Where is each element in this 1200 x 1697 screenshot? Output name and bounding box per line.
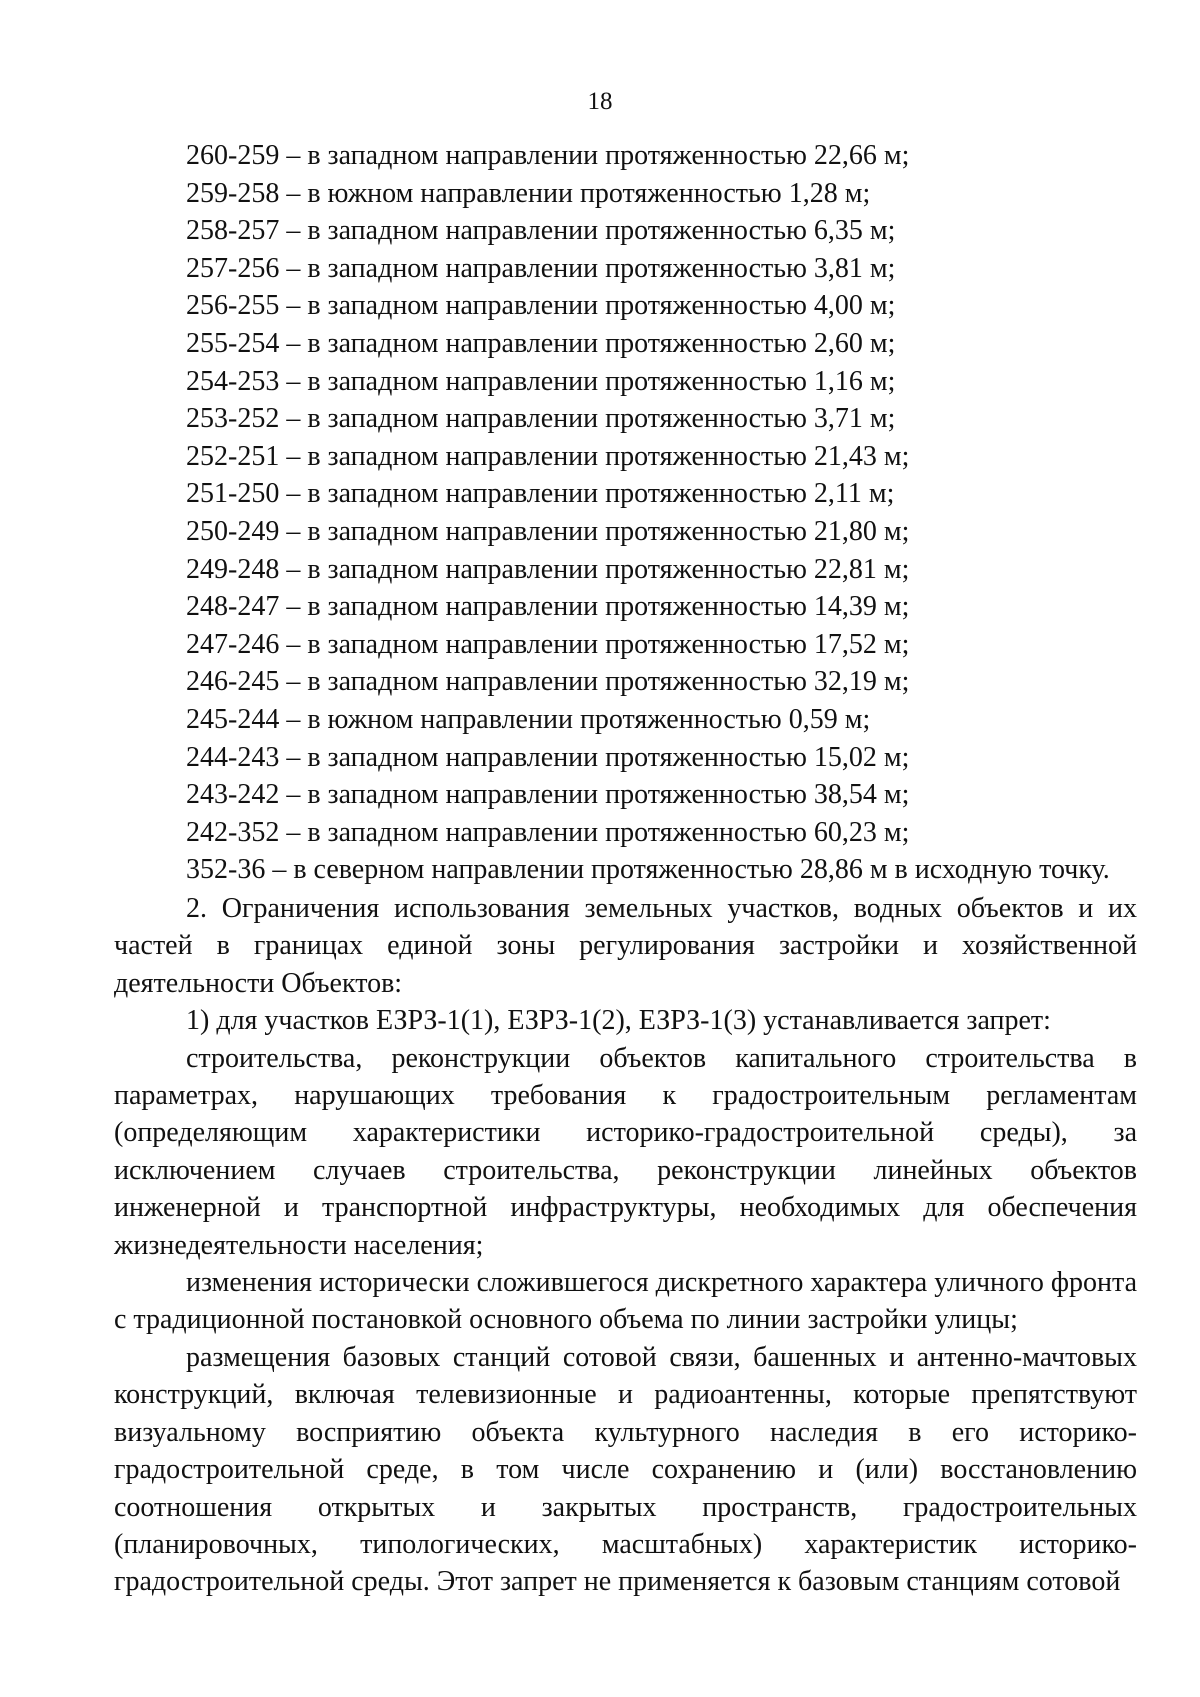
boundary-segment: 352-36 – в северном направлении протяженностью 28,86 м в исходную точку.	[186, 854, 1110, 886]
boundary-segment: 255-254 – в западном направлении протяженностью 2,60 м;	[186, 327, 896, 359]
boundary-segment: 250-249 – в западном направлении протяженностью 21,80 м;	[186, 515, 910, 547]
boundary-segment: 243-242 – в западном направлении протяженностью 38,54 м;	[186, 779, 910, 811]
boundary-segment: 249-248 – в западном направлении протяженностью 22,81 м;	[186, 553, 910, 585]
item-1-paragraph: 1) для участков ЕЗРЗ-1(1), ЕЗРЗ-1(2), ЕЗРЗ-1(3) устанавливается запрет:	[186, 1005, 1051, 1037]
body-text	[114, 890, 1137, 1601]
boundary-segment: 251-250 – в западном направлении протяженностью 2,11 м;	[186, 478, 895, 510]
boundary-segment: 259-258 – в южном направлении протяженностью 1,28 м;	[186, 177, 871, 209]
boundary-segment: 253-252 – в западном направлении протяженностью 3,71 м;	[186, 403, 896, 435]
boundary-segment: 256-255 – в западном направлении протяженностью 4,00 м;	[186, 290, 896, 322]
ban-construction-paragraph: строительства, реконструкции объектов капитального строительства в параметрах, нарушающих требования к градостроительным регламентам (определяющим характеристики историко-градостроительной среды), за исключением случаев строительства, реконструкции линейных объектов инженерной и транспортной инфраструктуры, необходимых для обеспечения жизнедеятельности населения;	[114, 1042, 1137, 1261]
boundary-segment: 257-256 – в западном направлении протяженностью 3,81 м;	[186, 252, 896, 284]
boundary-segment: 248-247 – в западном направлении протяженностью 14,39 м;	[186, 591, 910, 623]
boundary-segment: 247-246 – в западном направлении протяженностью 17,52 м;	[186, 628, 910, 660]
boundary-segment: 244-243 – в западном направлении протяженностью 15,02 м;	[186, 741, 910, 773]
boundary-segment: 254-253 – в западном направлении протяженностью 1,16 м;	[186, 365, 896, 397]
section-2-paragraph: 2. Ограничения использования земельных участков, водных объектов и их частей в границах единой зоны регулирования застройки и хозяйственной деятельности Объектов:	[114, 893, 1137, 999]
ban-base-stations-paragraph: размещения базовых станций сотовой связи, башенных и антенно-мачтовых конструкций, включая телевизионные и радиоантенны, которые препятствуют визуальному восприятию объекта культурного наследия в его историко-градостроительной среде, в том числе сохранению и (или) восстановлению соотношения открытых и закрытых пространств, градостроительных (планировочных, типологических, масштабных) характеристик историко-градостроительной среды. Этот запрет не применяется к базовым станциям сотовой	[114, 1341, 1137, 1598]
boundary-segment: 252-251 – в западном направлении протяженностью 21,43 м;	[186, 440, 910, 472]
boundary-segment: 245-244 – в южном направлении протяженностью 0,59 м;	[186, 703, 871, 735]
ban-street-front-paragraph: изменения исторически сложившегося дискретного характера уличного фронта с традиционной постановкой основного объема по линии застройки улицы;	[114, 1267, 1137, 1336]
boundary-segment: 260-259 – в западном направлении протяженностью 22,66 м;	[186, 140, 910, 171]
page-number: 18	[587, 88, 613, 115]
boundary-segment: 246-245 – в западном направлении протяженностью 32,19 м;	[186, 666, 910, 698]
boundary-segment-list	[186, 137, 1110, 889]
boundary-segment: 242-352 – в западном направлении протяженностью 60,23 м;	[186, 816, 910, 848]
boundary-segment: 258-257 – в западном направлении протяженностью 6,35 м;	[186, 215, 896, 247]
